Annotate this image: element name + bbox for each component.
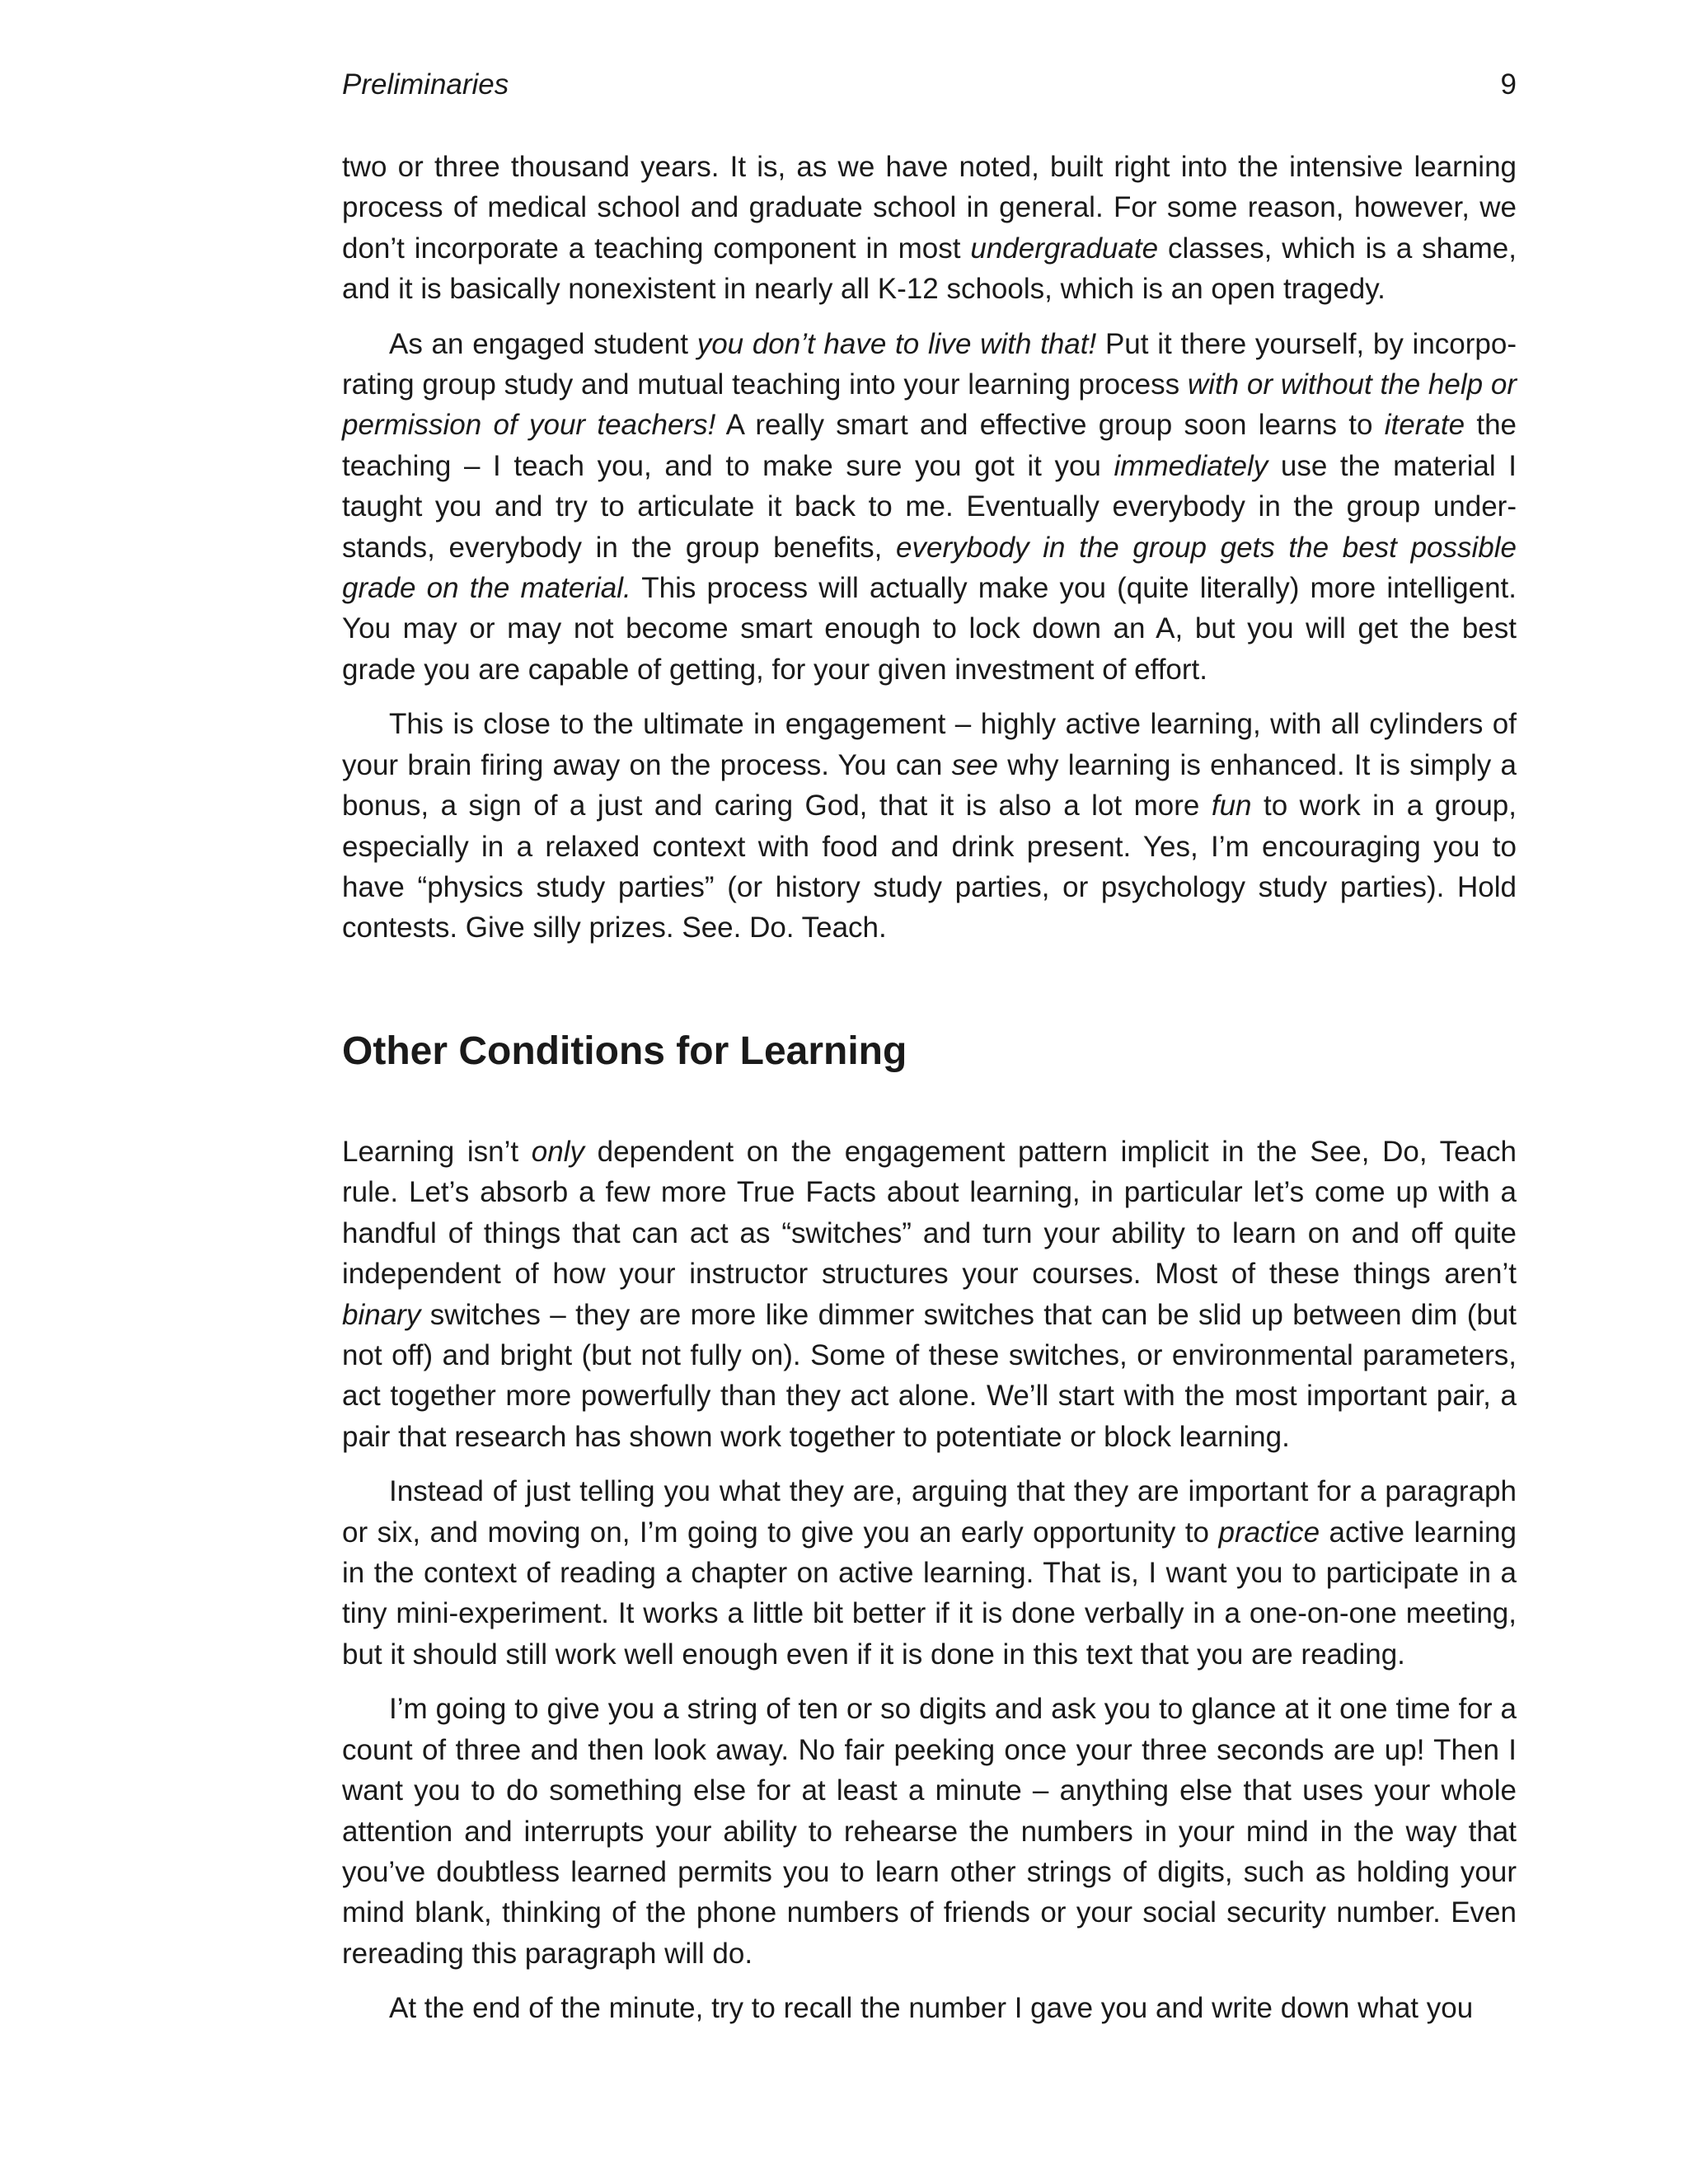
italic-emphasis: undergraduate [970,232,1159,265]
page-number: 9 [1500,68,1517,101]
italic-emphasis: iterate [1384,409,1465,442]
paragraph: As an engaged student you don’t have to live with that! Put it there yourself, by incorporating group study and mutual teaching into your learning process with or without the help or permission of your teachers! A really smart and effective group soon learns to iterate the teaching – I teach you, and to make sure you got it you immediately use the material I taught you and try to articulate it back to me. Eventually everybody in the group understands, everybody in the group benefits, everybody in the group gets the best possible grade on the material. This process will actually make you (quite literally) more intelligent. You may or may not become smart enough to lock down an A, but you will get the best grade you are capable of getting, for your given investment of effort. [342,327,1517,686]
section-heading: Other Conditions for Learning [342,1029,907,1073]
italic-emphasis: everybody in the group gets the best possible grade on the material. [342,531,1517,605]
body-section-1 [342,147,1517,949]
italic-emphasis: binary [342,1298,421,1331]
paragraph: two or three thousand years. It is, as we have noted, built right into the intensive learning process of medical school and graduate school in general. For some reason, however, we don’t incorporate a teaching component in most undergraduate classes, which is a shame, and it is basically nonexistent in nearly all K-12 schools, which is an open tragedy. [342,151,1517,306]
paragraph: At the end of the minute, try to recall the number I gave you and write down what you [389,1992,1474,2025]
running-title: Preliminaries [342,68,509,101]
paragraph: This is close to the ultimate in engagement – highly active learning, with all cylinders of your brain firing away on the process. You can see why learning is enhanced. It is simply a bonus, a sign of a just and caring God, that it is also a lot more fun to work in a group, especially in a relaxed context with food and drink present. Yes, I’m encouraging you to have “physics study parties” (or history study parties, or psychology study parties). Hold contests. Give silly prizes. See. Do. Teach. [342,708,1517,944]
paragraph: Learning isn’t only dependent on the engagement pattern implicit in the See, Do, Teach rule. Let’s absorb a few more True Facts about learning, in particular let’s come up with a handful of things that can act as “switches” and turn your ability to learn on and off quite independent of how your instructor structures your courses. Most of these things aren’t binary switches – they are more like dimmer switches that can be slid up between dim (but not off) and bright (but not fully on). Some of these switches, or environmental parameters, act together more powerfully than they act alone. We’ll start with the most important pair, a pair that research has shown work together to potentiate or block learning. [342,1136,1517,1453]
running-header [342,64,1517,105]
italic-emphasis: practice [1218,1516,1320,1549]
italic-emphasis: fun [1211,790,1252,823]
body-section-2 [342,1132,1517,2029]
italic-emphasis: see [951,748,998,781]
italic-emphasis: only [531,1136,585,1168]
paragraph: Instead of just telling you what they are, arguing that they are important for a paragraph or six, and moving on, I’m going to give you an early opportunity to practice active learning in the context of reading a chapter on active learning. That is, I want you to participate in a tiny mini-experiment. It works a little bit better if it is done verbally in a one-on-one meeting, but it should still work well enough even if it is done in this text that you are reading. [342,1475,1517,1671]
paragraph: I’m going to give you a string of ten or so digits and ask you to glance at it one time for a count of three and then look away. No fair peeking once your three seconds are up! Then I want you to do something else for at least a minute – anything else that uses your whole attention and interrupts your ability to rehearse the numbers in your mind in the way that you’ve doubtless learned permits you to learn other strings of digits, such as holding your mind blank, thinking of the phone numbers of friends or your social security number. Even rereading this paragraph will do. [342,1693,1517,1970]
italic-emphasis: immediately [1114,449,1268,482]
italic-emphasis: with or without the help or permission of your teachers! [342,368,1517,442]
italic-emphasis: you don’t have to live with that! [696,327,1097,360]
